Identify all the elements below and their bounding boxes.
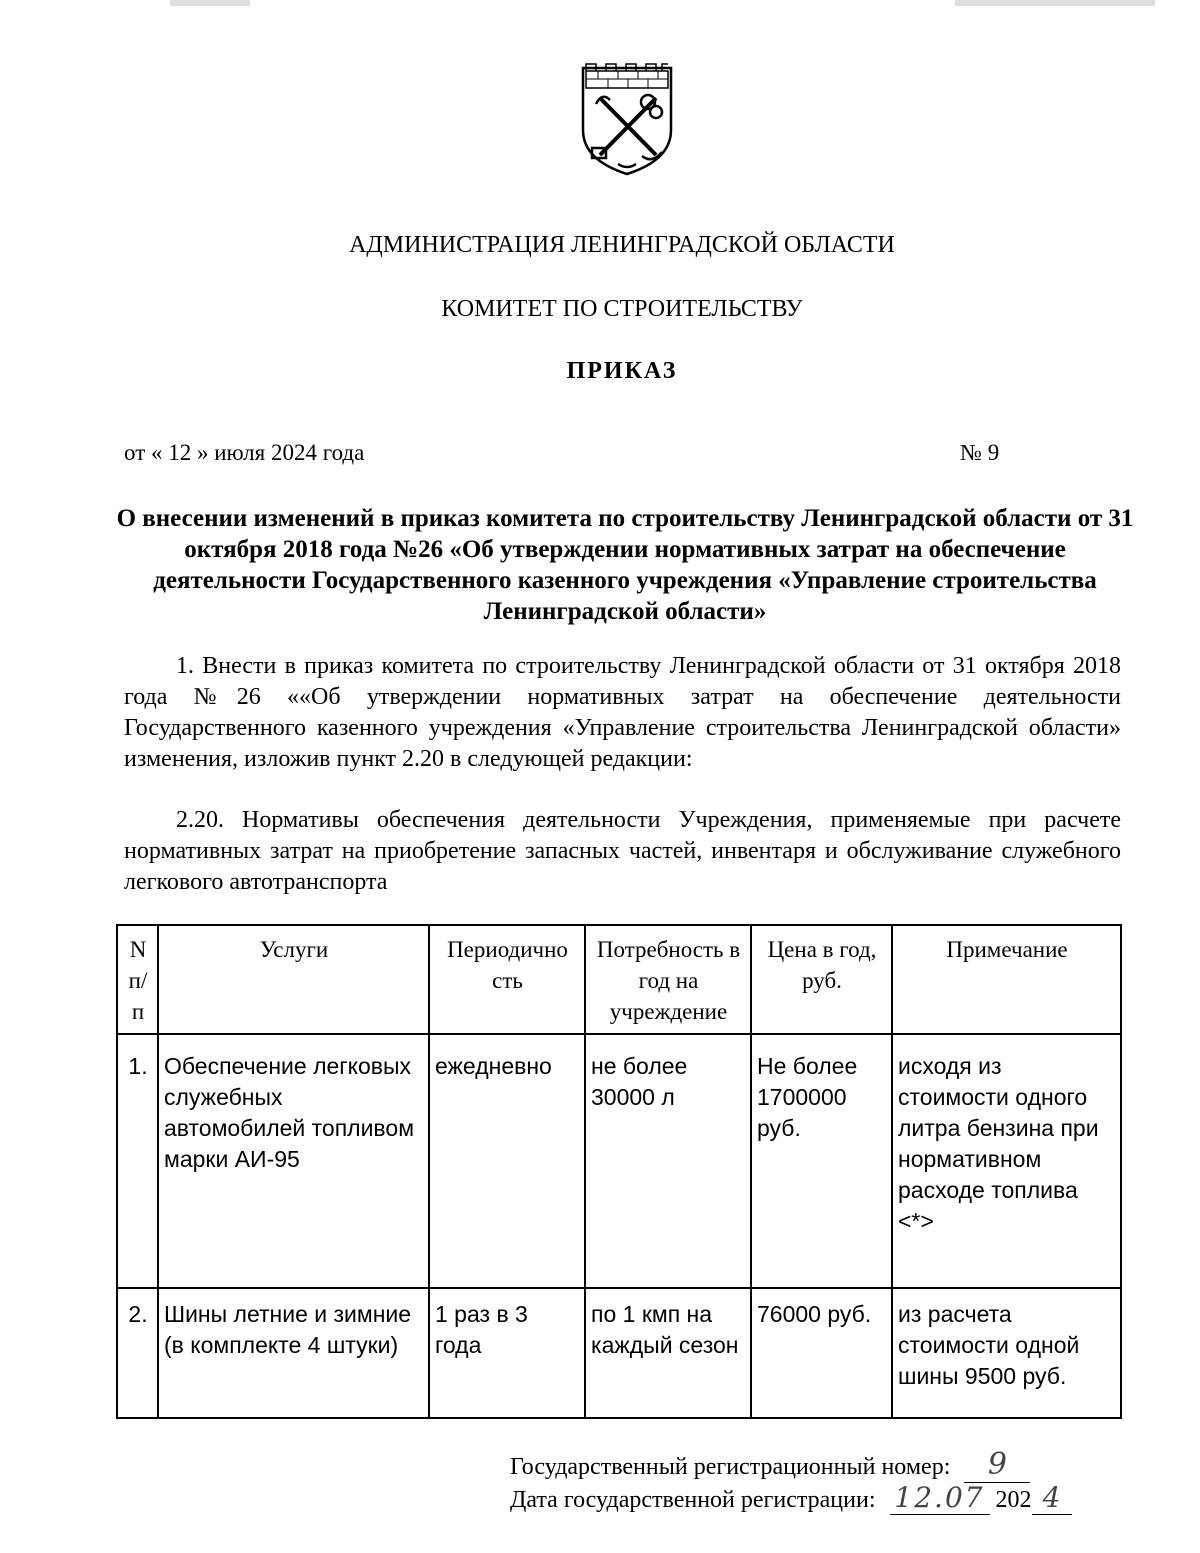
registration-number-line: [510, 1447, 1030, 1483]
table-cell: 1 раз в 3 года: [429, 1288, 585, 1418]
table-cell: не более 30000 л: [585, 1034, 751, 1288]
scan-artifact: [955, 0, 1155, 6]
registration-date-label: Дата государственной регистрации:: [510, 1487, 876, 1513]
table-cell: исходя из стоимости одного литра бензина при нормативном расходе топлива <*>: [892, 1034, 1121, 1288]
registration-number-value: 9: [964, 1452, 1030, 1483]
table-row: [117, 1034, 1121, 1288]
administration-title: АДМИНИСТРАЦИЯ ЛЕНИНГРАДСКОЙ ОБЛАСТИ: [349, 232, 895, 258]
table-cell: 2.: [117, 1288, 158, 1418]
header-cell: Цена в год, руб.: [751, 925, 892, 1034]
coat-of-arms-icon: [578, 60, 676, 178]
paragraph-1: 1. Внести в приказ комитета по строительству Ленинградской области от 31 октября 2018 года №26 ««Об утверждении нормативных затрат на обеспечение деятельности Государственного казенного учреждения «Управление строительства Ленинградской области» изменения, изложив пункт 2.20 в следующей редакции:: [124, 653, 1121, 772]
header-cell: Потребность в год на учреждение: [585, 925, 751, 1034]
registration-year-suffix: 4: [1032, 1484, 1072, 1515]
table-cell: из расчета стоимости одной шины 9500 руб.: [892, 1288, 1121, 1418]
order-date: от « 12 » июля 2024 года: [124, 440, 365, 465]
order-number: № 9: [960, 440, 1000, 465]
header-cell: Примечание: [892, 925, 1121, 1034]
table-cell: Шины летние и зимние (в комплекте 4 штуки): [158, 1288, 429, 1418]
table-cell: Не более 1700000 руб.: [751, 1034, 892, 1288]
header-cell: N п/ п: [117, 925, 158, 1034]
committee-title: КОМИТЕТ ПО СТРОИТЕЛЬСТВУ: [441, 296, 803, 322]
registration-date-value: 12.07: [890, 1484, 990, 1515]
document-type: ПРИКАЗ: [566, 358, 678, 384]
registration-date-line: [510, 1481, 1072, 1515]
table-header-row: [117, 925, 1121, 1034]
table-row: [117, 1288, 1121, 1418]
table-cell: Обеспечение легковых служебных автомобилей топливом марки АИ-95: [158, 1034, 429, 1288]
paragraph-2: 2.20. Нормативы обеспечения деятельности Учреждения, применяемые при расчете нормативных затрат на приобретение запасных частей, инвентаря и обслуживание служебного легкового автотранспорта: [124, 807, 1121, 895]
table-cell: ежедневно: [429, 1034, 585, 1288]
table-cell: 76000 руб.: [751, 1288, 892, 1418]
order-subject: О внесении изменений в приказ комитета по строительству Ленинградской области от 31 октября 2018 года №26 «Об утверждении нормативных затрат на обеспечение деятельности Государственного казенного учреждения «Управление строительства Ленинградской области»: [116, 505, 1134, 625]
registration-year-prefix: 202: [995, 1487, 1032, 1513]
table-cell: 1.: [117, 1034, 158, 1288]
header-cell: Периодично сть: [429, 925, 585, 1034]
norms-table: [116, 924, 1122, 1419]
registration-number-label: Государственный регистрационный номер:: [510, 1454, 951, 1480]
header-cell: Услуги: [158, 925, 429, 1034]
table-cell: по 1 кмп на каждый сезон: [585, 1288, 751, 1418]
scan-artifact: [170, 0, 250, 6]
